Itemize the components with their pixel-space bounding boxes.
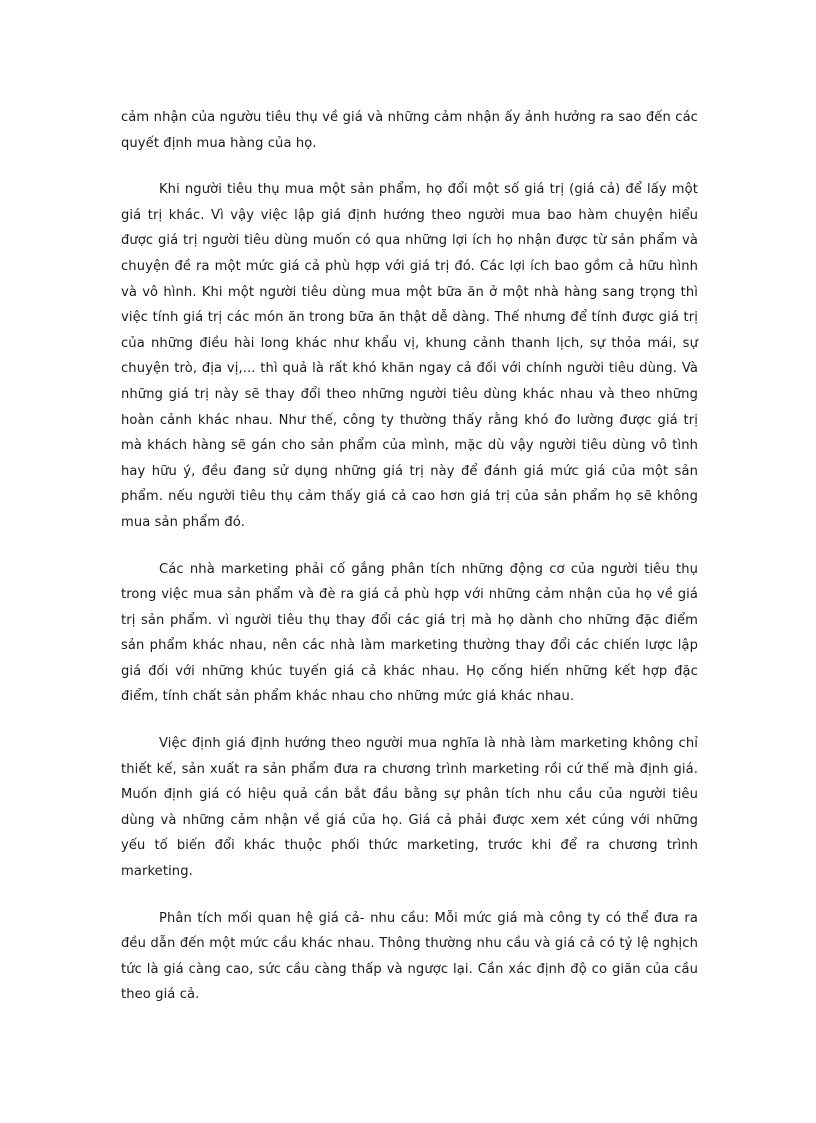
paragraph-3: Các nhà marketing phải cố gắng phân tích những động cơ của người tiêu thụ trong việc mua sản phẩm và đè ra giá cả phù hợp với những cảm nhận của họ về giá trị sản phẩm. vì người tiêu thụ thay đổi các giá trị mà họ dành cho những đặc điểm sản phẩm khác nhau, nên các nhà làm marketing thường thay đổi các chiến lược lập giá đối với những khúc tuyến giá cả khác nhau. Họ cống hiến những kết hợp đặc điểm, tính chất sản phẩm khác nhau cho những mức giá khác nhau.: [121, 561, 698, 705]
paragraph-2: Khi người tiêu thụ mua một sản phẩm, họ đổi một số giá trị (giá cả) để lấy một giá trị khác. Vì vậy việc lập giá định hướng theo người mua bao hàm chuyện hiểu được giá trị người tiêu dùng muốn có qua những lợi ích họ nhận được từ sản phẩm và chuyện đề ra một mức giá cả phù hợp với giá trị đó. Các lợi ích bao gồm cả hữu hình và vô hình. Khi một người tiêu dùng mua một bữa ăn ở một nhà hàng sang trọng thì việc tính giá trị các món ăn trong bữa ăn thật dễ dàng. Thế nhưng để tính được giá trị của những điều hài long khác như khẩu vị, khung cảnh thanh lịch, sự thỏa mái, sự chuyện trò, địa vị,... thì quả là rất khó khăn ngay cả đối với chính người tiêu dùng. Và những giá trị này sẽ thay đổi theo những người tiêu dùng khác nhau và theo những hoàn cảnh khác nhau. Như thế, công ty thường thấy rằng khó đo lường được giá trị mà khách hàng sẽ gán cho sản phẩm của mình, mặc dù vậy người tiêu dùng vô tình hay hữu ý, đều đang sử dụng những giá trị này để đánh giá mức giá của một sản phẩm. nếu người tiêu thụ cảm thấy giá cả cao hơn giá trị của sản phẩm họ sẽ không mua sản phẩm đó.: [121, 182, 698, 530]
paragraph-4: Việc định giá định hướng theo người mua nghĩa là nhà làm marketing không chỉ thiết kế, sản xuất ra sản phẩm đưa ra chương trình marketing rồi cứ thế mà định giá. Muốn định giá có hiệu quả cần bắt đầu bằng sự phân tích nhu cầu của người tiêu dùng và những cảm nhận về giá của họ. Giá cả phải được xem xét cúng với những yếu tố biến đổi khác thuộc phối thức marketing, trước khi để ra chương trình marketing.: [121, 736, 698, 880]
paragraph-1: cảm nhận của ngườu tiêu thụ về giá và những cảm nhận ấy ảnh hưởng ra sao đến các quyết định mua hàng của họ.: [121, 110, 698, 151]
document-body: [121, 105, 698, 1008]
paragraph-5: Phân tích mối quan hệ giá cả- nhu cầu: Mỗi mức giá mà công ty có thể đưa ra đều dẫn đến một mức cầu khác nhau. Thông thường nhu cầu và giá cả có tỷ lệ nghịch tức là giá càng cao, sức cầu càng thấp và ngược lại. Cần xác định độ co giãn của cầu theo giá cả.: [121, 910, 698, 1003]
